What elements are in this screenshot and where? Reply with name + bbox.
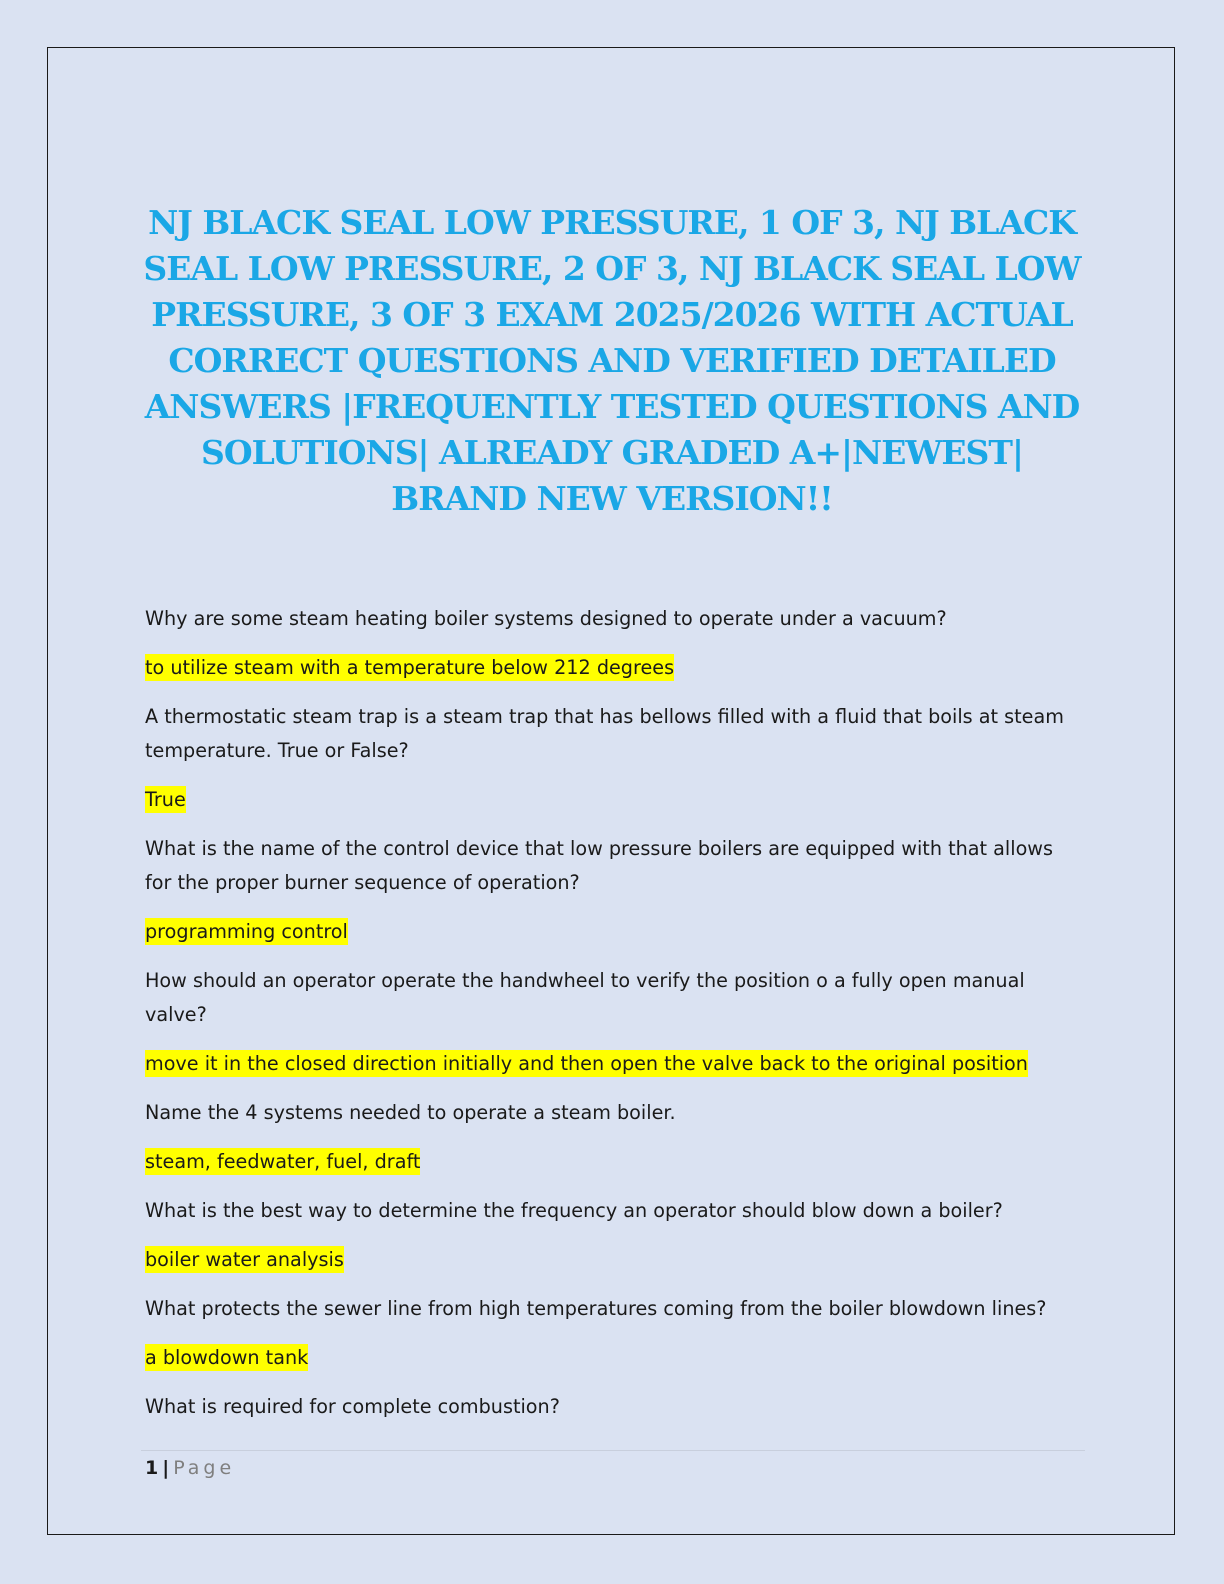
- answer-7: [145, 1341, 1085, 1375]
- question-1: Why are some steam heating boiler systems designed to operate under a vacuum?: [145, 607, 947, 630]
- answer-7-text: a blowdown tank: [145, 1346, 309, 1369]
- document-title: NJ BLACK SEAL LOW PRESSURE, 1 OF 3, NJ BLACK SEAL LOW PRESSURE, 2 OF 3, NJ BLACK SEAL LOW PRESSURE, 3 OF 3 EXAM 2025/2026 WITH ACTUAL CORRECT QUESTIONS AND VERIFIED DETAILED ANSWERS |FREQUENTLY TESTED QUESTIONS AND SOLUTIONS| ALREADY GRADED A+|NEWEST| BRAND NEW VERSION!!: [143, 203, 1081, 518]
- answer-6: [145, 1243, 1085, 1277]
- question-3: What is the name of the control device that low pressure boilers are equipped with that allows for the proper burner sequence of operation?: [145, 837, 1053, 894]
- question-4: How should an operator operate the handwheel to verify the position o a fully open manual valve?: [145, 969, 1025, 1026]
- answer-2-text: True: [145, 788, 186, 811]
- page-label: Page: [173, 1457, 236, 1479]
- question-5: Name the 4 systems needed to operate a steam boiler.: [145, 1101, 676, 1124]
- page-footer: [145, 1456, 235, 1480]
- answer-6-text: boiler water analysis: [145, 1248, 344, 1271]
- answer-1: [145, 651, 1085, 685]
- answer-4-text: move it in the closed direction initially and then open the valve back to the original position: [145, 1052, 1028, 1075]
- footer-separator: |: [162, 1457, 170, 1479]
- answer-2: [145, 783, 1085, 817]
- answer-3: [145, 915, 1085, 949]
- page-number: 1: [145, 1457, 159, 1479]
- answer-5: [145, 1145, 1085, 1179]
- answer-3-text: programming control: [145, 920, 348, 943]
- answer-5-text: steam, feedwater, fuel, draft: [145, 1150, 421, 1173]
- question-8: What is required for complete combustion?: [145, 1395, 560, 1418]
- question-6: What is the best way to determine the frequency an operator should blow down a boiler?: [145, 1199, 1003, 1222]
- answer-1-text: to utilize steam with a temperature below 212 degrees: [145, 656, 675, 679]
- qa-list: [145, 602, 1085, 1439]
- answer-4: [145, 1047, 1085, 1081]
- question-2: A thermostatic steam trap is a steam trap that has bellows filled with a fluid that boils at steam temperature. True or False?: [145, 705, 1064, 762]
- footer-divider: [141, 1450, 1085, 1451]
- question-7: What protects the sewer line from high temperatures coming from the boiler blowdown lines?: [145, 1297, 1047, 1320]
